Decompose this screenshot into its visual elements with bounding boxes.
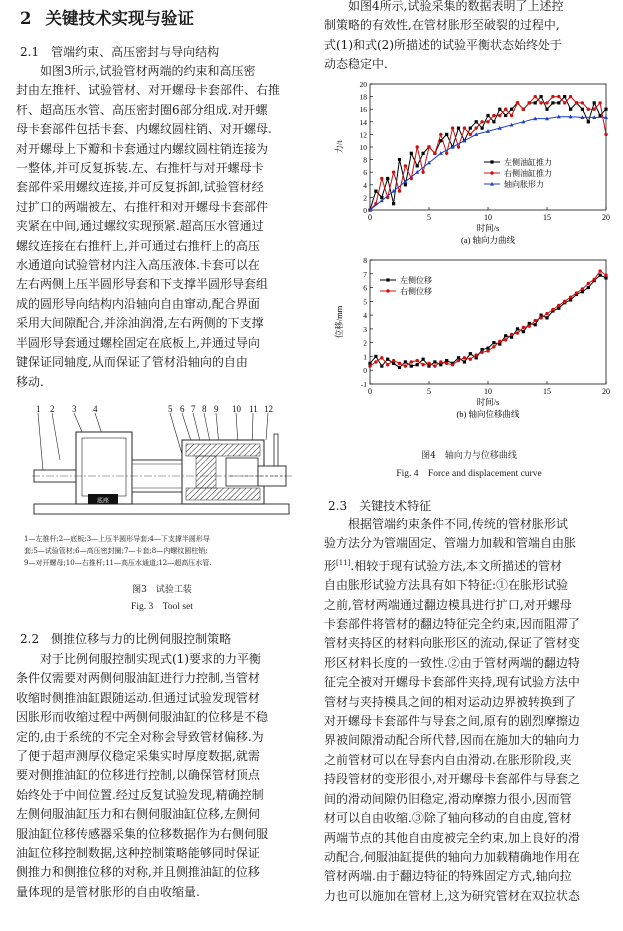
data-point: [422, 152, 425, 155]
x-tick-label: 15: [543, 213, 551, 222]
x-tick-label: 10: [484, 213, 492, 222]
data-point: [504, 338, 507, 341]
data-point: [463, 126, 466, 129]
text-line: 服油缸位移传感器采集的位移数据作为右侧伺服: [16, 826, 269, 841]
text-line: 始终处于中间位置.经过反复试验发现,精确控制: [16, 787, 264, 802]
text-line: 侧推力和侧推位移的对称,并且侧推油缸的位移: [16, 865, 260, 880]
y-tick-label: -1: [360, 380, 367, 389]
data-point: [569, 95, 572, 98]
citation-ref[interactable]: [11]: [336, 558, 351, 567]
part-number: 9: [214, 404, 219, 414]
data-point: [398, 366, 401, 369]
part-number: 10: [232, 404, 241, 414]
data-point: [545, 101, 548, 104]
part-number: 12: [264, 404, 273, 414]
fig4-caption-en: Fig. 4 Force and displacement curve: [396, 469, 542, 479]
data-point: [374, 355, 377, 358]
data-point: [540, 95, 543, 98]
data-point: [581, 108, 584, 111]
y-tick-label: 0: [363, 366, 367, 376]
x-axis-label: 时间/s: [476, 223, 500, 233]
y-tick-label: 8: [363, 155, 367, 165]
legend-label: 左侧位移: [400, 276, 432, 285]
subsection-2-1-heading: 2.1 管端约束、高压密封与导向结构: [20, 45, 220, 59]
text-line: 对开螺母卡套部件与导套之间,原有的剧烈摩擦边: [324, 714, 580, 729]
text-line: 形[11].相较于现有试验方法,本文所描述的管材: [324, 558, 563, 573]
data-point: [463, 360, 466, 363]
x-tick-label: 5: [427, 387, 431, 396]
data-point: [587, 286, 590, 289]
data-point: [469, 127, 472, 130]
data-point: [475, 353, 478, 356]
fig4-caption-cn: 图4 轴向力与位移曲线: [421, 451, 517, 461]
data-point: [599, 274, 602, 277]
fig3-legend: 1—左推杆;2—底板;3—上压半圆形导套;4—下支撑半圆形导 套;5—试验管材;6—高压密封圈;7—卡套;8—内螺纹圆柱销; 9—对开螺母;10—右推杆;11—高压水通道;12—超高压水管.: [24, 535, 212, 567]
y-tick-label: 3: [363, 324, 367, 334]
fig3-tool-set-diagram: [30, 404, 298, 532]
y-tick-label: 4: [363, 180, 367, 190]
data-point: [410, 364, 413, 367]
data-point: [587, 108, 590, 111]
data-point: [528, 324, 531, 327]
text-line: 杆、超高压水管、高压密封圈6部分组成.对开螺: [16, 102, 268, 117]
text-line: 两端节点的其他自由度被完全约束,加上良好的滑: [324, 830, 580, 845]
data-point: [534, 101, 537, 104]
data-point: [604, 273, 607, 276]
data-point: [480, 120, 483, 123]
data-point: [557, 304, 560, 307]
data-point: [504, 114, 507, 117]
text-line: 材可以自由收缩.③除了轴向移动的自由度,管材: [324, 811, 572, 826]
text-line: 动态稳定中.: [324, 57, 388, 72]
text-line: 一整体,并可反复拆装.左、右推杆与对开螺母卡: [16, 161, 264, 176]
data-point: [593, 278, 596, 281]
legend-marker: [386, 289, 389, 292]
data-point: [404, 364, 407, 367]
x-tick-label: 20: [602, 387, 610, 396]
data-point: [433, 152, 436, 155]
data-point: [416, 145, 419, 148]
data-point: [421, 363, 424, 366]
data-point: [386, 358, 389, 361]
y-tick-label: 20: [359, 80, 367, 89]
data-point: [569, 296, 572, 299]
data-point: [581, 287, 584, 290]
text-line: 了便于超声测厚仪稳定采集实时厚度数据,就需: [16, 749, 260, 764]
fig3-caption-en: Fig. 3 Tool set: [131, 602, 193, 612]
data-point: [481, 127, 484, 130]
part-number: 5: [168, 404, 173, 414]
data-point: [504, 108, 507, 111]
data-point: [587, 282, 590, 285]
subfigure-caption: (a) 轴向力曲线: [460, 235, 516, 245]
text-line: 之前管材可以在导套内自由滑动.在胀形阶段,夹: [324, 752, 572, 767]
y-tick-label: 2: [363, 193, 367, 203]
text-line: 左侧伺服油缸压力和右侧伺服油缸位移,左侧伺: [16, 807, 260, 822]
y-tick-label: 7: [363, 269, 367, 279]
data-point: [510, 114, 513, 117]
legend-label: 左侧油缸推力: [504, 158, 552, 167]
x-tick-label: 20: [602, 213, 610, 222]
data-point: [421, 171, 424, 174]
y-tick-label: 6: [363, 283, 367, 293]
text-line: 对开螺母上下瓣和卡套通过内螺纹圆柱销连接为: [16, 141, 269, 156]
data-point: [457, 359, 460, 362]
data-point: [563, 300, 566, 303]
text-line: 量体现的是管材胀形的自由收缩量.: [16, 884, 200, 899]
data-point: [475, 120, 478, 123]
text-line: 卡套部件将管材的翻边特征完全约束,因而阻滞了: [324, 617, 580, 632]
data-point: [469, 352, 472, 355]
fig4a-axial-force-chart: [334, 80, 614, 250]
text-line: 征完全被对开螺母卡套部件夹持,现有试验方法中: [324, 675, 580, 690]
data-point: [593, 101, 596, 104]
data-point: [604, 108, 607, 111]
data-point: [598, 101, 601, 104]
text-line: 移动.: [16, 374, 44, 389]
data-point: [498, 340, 501, 343]
data-point: [427, 362, 430, 365]
text-line: 水通道向试验管材内注入高压液体.卡套可以在: [16, 258, 260, 273]
part-number: 8: [202, 404, 207, 414]
data-point: [557, 95, 560, 98]
data-point: [469, 133, 472, 136]
data-point: [445, 152, 448, 155]
y-tick-label: 6: [363, 168, 367, 178]
subsection-2-2-heading: 2.2 侧推位移与力的比例伺服控制策略: [20, 632, 232, 646]
text-line: 半圆形导套通过螺栓固定在底板上,并通过导向: [16, 335, 260, 350]
data-point: [451, 363, 454, 366]
y-tick-label: 18: [359, 92, 367, 102]
data-point: [486, 349, 489, 352]
data-point: [563, 101, 566, 104]
subfigure-caption: (b) 轴向位移曲线: [456, 409, 520, 419]
data-point: [404, 360, 407, 363]
data-point: [522, 108, 525, 111]
data-point: [486, 120, 489, 123]
text-line: 键保证同轴度,从而保证了管材沿轴向的自由: [16, 355, 248, 370]
part-number: 4: [93, 404, 98, 414]
data-point: [569, 108, 572, 111]
series-line: [370, 97, 606, 210]
data-point: [516, 327, 519, 330]
paragraph-2-3: [324, 515, 614, 906]
data-point: [545, 316, 548, 319]
data-point: [510, 108, 513, 111]
text-line: 如图3所示,试验管材两端的约束和高压密: [40, 64, 256, 78]
y-tick-label: 12: [359, 130, 367, 140]
part-number: 11: [249, 404, 258, 414]
data-point: [404, 164, 407, 167]
data-point: [392, 202, 395, 205]
text-line: 之前,管材两端通过翻边模具进行扩口,对开螺母: [324, 597, 572, 612]
data-point: [492, 114, 495, 117]
text-line: 定的,由于系统的不完全对称会导致管材偏移.为: [16, 729, 264, 744]
data-point: [593, 108, 596, 111]
data-point: [386, 177, 389, 180]
text-line: 要对侧推油缸的位移进行控制,以确保管材顶点: [16, 768, 260, 783]
y-tick-label: 2: [363, 338, 367, 348]
data-point: [469, 358, 472, 361]
data-point: [551, 95, 554, 98]
data-point: [539, 101, 542, 104]
text-line: 过扩口的两端被左、右推杆和对开螺母卡套部件: [16, 199, 269, 214]
text-line: 动配合,伺服油缸提供的轴向力加载精确地作用在: [324, 849, 580, 864]
data-point: [510, 333, 513, 336]
data-point: [598, 269, 601, 272]
data-point: [604, 133, 607, 136]
data-point: [486, 114, 489, 117]
data-point: [416, 359, 419, 362]
data-point: [380, 177, 383, 180]
data-point: [475, 126, 478, 129]
paragraph-2-2: [16, 650, 308, 902]
text-line: 夹紧在中间,通过螺纹实现预紧.超高压水管通过: [16, 219, 264, 234]
data-point: [439, 133, 442, 136]
data-point: [463, 356, 466, 359]
part-number: 7: [191, 404, 196, 414]
subsection-2-3-heading: 2.3 关键技术特征: [328, 499, 432, 513]
data-point: [498, 114, 501, 117]
data-point: [516, 101, 519, 104]
data-point: [539, 316, 542, 319]
text-line: 管材两端.由于翻边特征的特殊固定方式,轴向拉: [324, 869, 572, 884]
text-line: 成的圆形导向结构内沿轴向自由窜动,配合界面: [16, 296, 260, 311]
y-tick-label: 8: [363, 256, 367, 265]
plot-frame: [370, 84, 606, 210]
data-point: [416, 164, 419, 167]
data-point: [587, 120, 590, 123]
data-point: [528, 101, 531, 104]
y-tick-label: 5: [363, 297, 367, 307]
data-point: [445, 362, 448, 365]
text-line: 力也可以施加在管材上,这为研究管材在双拉状态: [324, 888, 580, 903]
x-tick-label: 0: [368, 213, 372, 222]
data-point: [410, 152, 413, 155]
data-point: [451, 126, 454, 129]
legend-marker: [490, 160, 493, 163]
data-point: [581, 101, 584, 104]
data-point: [380, 356, 383, 359]
text-line: 因胀形而收缩过程中两侧伺服油缸的位移是不稳: [16, 710, 269, 725]
data-point: [575, 101, 578, 104]
data-point: [457, 127, 460, 130]
data-point: [551, 101, 554, 104]
y-tick-label: 14: [359, 117, 367, 127]
data-point: [480, 351, 483, 354]
data-point: [433, 364, 436, 367]
data-point: [516, 331, 519, 334]
part-number: 2: [50, 404, 55, 414]
y-tick-label: 1: [363, 352, 367, 362]
text-line: 式(1)和式(2)所描述的试验平衡状态始终处于: [324, 37, 562, 52]
part-number: 1: [36, 404, 41, 414]
text-line: 条件仅需要对两侧伺服油缸进行力控制,当管材: [16, 671, 260, 686]
x-axis-label: 时间/s: [476, 397, 500, 407]
data-point: [534, 323, 537, 326]
text-line: 界被间隙滑动配合所代替,因而在施加大的轴向力: [324, 733, 580, 748]
data-point: [563, 95, 566, 98]
fig4b-axial-displacement-chart: [334, 254, 614, 422]
text-line: 封由左推杆、试验管材、对开螺母卡套部件、右推: [16, 83, 281, 98]
text-line: 如图4所示,试验采集的数据表明了上述控: [348, 0, 564, 13]
paragraph-2-1: [16, 62, 308, 392]
data-point: [534, 95, 537, 98]
text-line: 持段管材的变形很小,对开螺母卡套部件与导套之: [324, 772, 580, 787]
series-line: [370, 97, 606, 210]
text-line: 自由胀形试验方法具有如下特征:①在胀形试验: [324, 578, 569, 593]
text-line: 对于比例伺服控制实现式(1)要求的力平衡: [40, 652, 261, 666]
data-point: [398, 189, 401, 192]
data-point: [374, 360, 377, 363]
data-point: [522, 326, 525, 329]
legend-marker: [386, 278, 389, 281]
y-tick-label: 4: [363, 311, 367, 321]
text-line: 采用大间隙配合,并涂油润滑,左右两侧的下支撑: [16, 316, 264, 331]
legend-label: 右侧油缸推力: [504, 169, 552, 178]
y-tick-label: 10: [359, 143, 367, 152]
part-number: 3: [72, 404, 77, 414]
x-tick-label: 10: [484, 387, 492, 396]
data-point: [410, 360, 413, 363]
text-line: 母卡套部件包括卡套、内螺纹圆柱销、对开螺母.: [16, 122, 272, 137]
text-line: 根据管端约束条件不同,传统的管材胀形试: [348, 517, 568, 531]
y-axis-label: 位移/mm: [334, 305, 344, 339]
x-tick-label: 0: [368, 387, 372, 396]
x-tick-label: 5: [427, 213, 431, 222]
data-point: [457, 145, 460, 148]
data-point: [492, 120, 495, 123]
data-point: [545, 108, 548, 111]
text-line: 管材与夹持模具之间的相对运动边界被转换到了: [324, 694, 577, 709]
y-axis-label: 力/t: [334, 140, 344, 154]
data-point: [386, 363, 389, 366]
data-point: [545, 312, 548, 315]
data-point: [427, 145, 430, 148]
data-point: [398, 158, 401, 161]
section-heading: 2 关键技术实现与验证: [20, 9, 194, 28]
data-point: [398, 362, 401, 365]
text-line: 制策略的有效性,在管材胀形至破裂的过程中,: [324, 18, 560, 33]
data-point: [392, 171, 395, 174]
text-line: 验方法分为管端固定、管端力加载和管端自由胀: [324, 536, 577, 551]
data-point: [575, 291, 578, 294]
data-point: [534, 319, 537, 322]
data-point: [492, 341, 495, 344]
data-point: [599, 114, 602, 117]
legend-marker: [490, 171, 493, 174]
text-line: 收缩时侧推油缸跟随运动.但通过试验发现管材: [16, 690, 260, 705]
data-point: [504, 334, 507, 337]
data-point: [374, 190, 377, 193]
y-tick-label: 0: [363, 206, 367, 215]
data-point: [380, 364, 383, 367]
data-point: [492, 345, 495, 348]
text-line: 套部件采用螺纹连接,并可反复拆卸,试验管材经: [16, 180, 264, 195]
text-line: 管材夹持区的材料向胀形区的流动,保证了管材变: [324, 636, 580, 651]
fig3-caption-cn: 图3 试验工装: [132, 585, 192, 595]
data-point: [439, 360, 442, 363]
text-line: 间的滑动间隙仍旧稳定,滑动摩擦力很小,因而管: [324, 791, 572, 806]
data-point: [445, 133, 448, 136]
legend-label: 轴向胀形力: [504, 180, 544, 189]
y-tick-label: 16: [359, 105, 367, 115]
data-point: [498, 108, 501, 111]
data-point: [422, 358, 425, 361]
data-point: [416, 363, 419, 366]
part-number: 6: [180, 404, 185, 414]
text-line: 油缸位移控制数据,这种控制策略能够同时保证: [16, 846, 260, 861]
text-line: 螺纹连接在右推杆上,并可通过右推杆上的高压: [16, 238, 260, 253]
data-point: [368, 364, 371, 367]
x-tick-label: 15: [543, 387, 551, 396]
data-point: [433, 360, 436, 363]
data-point: [404, 183, 407, 186]
data-point: [392, 359, 395, 362]
text-line: 左右两侧上压半圆形导套和下支撑半圆形导套组: [16, 277, 269, 292]
paragraph-fig4-intro: [324, 0, 614, 75]
data-point: [557, 101, 560, 104]
data-point: [522, 330, 525, 333]
data-point: [551, 308, 554, 311]
text-line: 形区材料长度的一致性.②由于管材两端的翻边特: [324, 655, 580, 670]
base-label: 底座: [96, 498, 110, 505]
legend-label: 右侧位移: [400, 287, 432, 296]
